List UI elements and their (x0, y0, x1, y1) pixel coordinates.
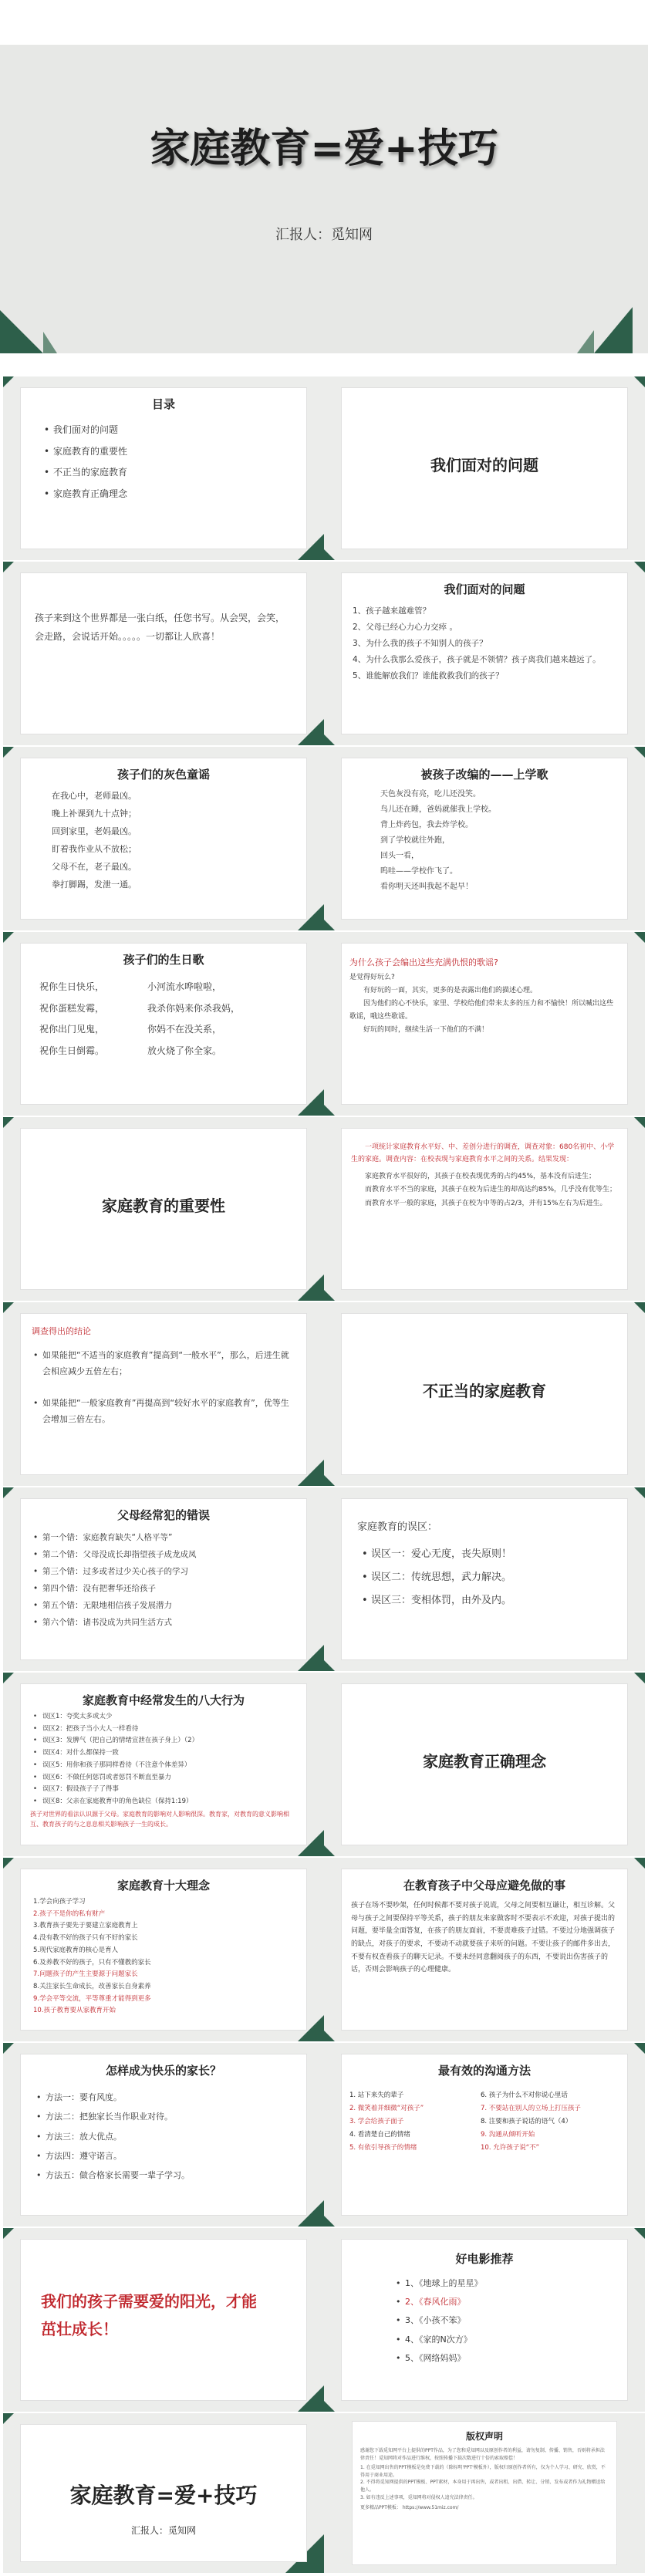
birthday-song-title: 孩子们的生日歌 (123, 953, 204, 967)
eight-behaviors-list (33, 1711, 299, 1808)
comm-item: 5. 有依引导孩子的情绪 (349, 2144, 417, 2152)
mistakes-slide (3, 1487, 324, 1671)
grey-ballad-lines (52, 787, 306, 894)
rewritten-song-lines (380, 787, 627, 895)
section4-slide (324, 1673, 645, 1856)
idea-item: 8.关注家长生命成长，改善家长自身素养 (33, 1983, 151, 1991)
idea-item: 10.孩子教育要从家教育开始 (33, 2007, 116, 2015)
sunshine-slide (3, 2228, 324, 2412)
birthday-right-column (147, 977, 240, 1062)
zone-item: • 误区二：传统思想，武力解决。 (362, 1566, 627, 1589)
method-item: • 方法二：把独家长当作职业对待。 (36, 2107, 306, 2126)
conclusion-title: 调查得出的结论 (32, 1326, 91, 1336)
problem-item: 1、孩子越来越难管？ (353, 606, 431, 616)
conclusion-list (33, 1348, 292, 1428)
movies-title: 好电影推荐 (455, 2252, 514, 2266)
comm-item: 1. 站下来失的辈子 (349, 2092, 404, 2099)
corner-shape (634, 1302, 645, 1313)
movie-item: • 4、《家的N次方》 (396, 2331, 627, 2349)
corner-shape (634, 2228, 645, 2239)
behavior-item: • 误区1：夸奖太多或太少 (33, 1711, 299, 1724)
problems-title: 我们面对的问题 (444, 582, 525, 596)
communication-card (341, 2054, 628, 2216)
rewritten-song-card (341, 758, 628, 920)
happy-parent-list (36, 2088, 306, 2185)
song-line: 你妈不在没关系， (147, 1024, 222, 1035)
song-line: 祝你蛋糕发霉， (39, 1002, 105, 1014)
section1-title: 我们面对的问题 (430, 456, 538, 474)
corner-shape (3, 932, 14, 943)
ten-ideas-card (20, 1869, 307, 2031)
survey-para: 而教育水平不当的家庭，其孩子在校为后进生的却高达约85%，几乎没有优等生； (365, 1186, 617, 1194)
section3-card (341, 1313, 628, 1475)
happy-parent-title: 怎样成为快乐的家长？ (105, 2064, 221, 2078)
cover-reporter: 汇报人：觅知网 (275, 227, 373, 243)
happy-parent-slide (3, 2043, 324, 2227)
why-song-card (341, 943, 628, 1105)
comm-item: 2. 微笑着并细微“对孩子” (349, 2105, 424, 2112)
communication-right-column (481, 2089, 581, 2155)
movie-item: • 2、《春风化雨》 (396, 2293, 627, 2311)
section2-title: 家庭教育的重要性 (102, 1197, 225, 1215)
movie-item: • 1、《地球上的星星》 (396, 2274, 627, 2293)
comm-item: 7. 不要站在别人的立场上打压孩子 (481, 2105, 581, 2112)
behavior-item: • 误区3：发脾气（把自己的情绪宣泄在孩子身上）（2） (33, 1735, 299, 1747)
ballad-line: 盯着我作业从不放松； (52, 844, 137, 855)
birthday-song-slide (3, 932, 324, 1116)
blank-paper-text: 孩子来到这个世界都是一张白纸，任您书写。从会哭，会笑，会走路，会说话开始。。。。。一切都让人欣喜！ (35, 613, 285, 642)
corner-shape (3, 2413, 14, 2424)
happy-parent-card (20, 2054, 307, 2216)
mistake-item: • 第五个错：无限地相信孩子发展潜力 (33, 1597, 306, 1614)
sunshine-card (20, 2239, 307, 2401)
ballad-line: 拳打脚踢，发泄一通。 (52, 879, 137, 890)
survey-highlight: 一项统计家庭教育水平好、中、差创分进行的调查，调查对象：680名初中、小学生的家庭。调查内容：在校表现与家庭教育水平之间的关系。结果发现： (351, 1143, 615, 1164)
mistake-item: • 第四个错：没有把奢华还给孩子 (33, 1580, 306, 1597)
section4-card (341, 1683, 628, 1845)
avoid-text: 孩子在场不要吵架，任何时候都不要对孩子说谎，父母之间要相互谦让，相互诊解。父母与孩子之间要保持平等关系，孩子的朋友来家做客时不要表示不欢迎，对孩子提出的问题，要毕量全面答复，在孩子的朋友面前，不要责难孩子过错。不要过分地强调孩子的缺点，对孩子的要求，不要动不动就要孩子来听的问题。不要让孩子的邮件多出去，不要有权查看孩子的聊天记录。不要未经同意翻阅孩子的东西，不要说出伤害孩子的话，否则会影响孩子的心理健康。 (351, 1902, 616, 1974)
corner-shape (634, 1858, 645, 1869)
cover-corner-left-shape (0, 310, 43, 353)
ten-ideas-slide (3, 1858, 324, 2041)
corner-shape (634, 932, 645, 943)
zones-card (341, 1498, 628, 1660)
copyright-slide (324, 2413, 645, 2573)
corner-shape (324, 2031, 335, 2041)
conclusion-card (20, 1313, 307, 1475)
why-song-body (349, 971, 619, 1037)
behavior-item: • 误区4：对什么都保持一致 (33, 1747, 299, 1760)
section2-slide (3, 1117, 324, 1301)
zones-slide (324, 1487, 645, 1671)
corner-shape (324, 2216, 335, 2227)
corner-shape (3, 2228, 14, 2239)
section3-slide (324, 1302, 645, 1486)
song-line: 呜哇——学校作飞了。 (380, 867, 457, 876)
corner-shape (3, 1117, 14, 1128)
toc-slide (3, 376, 324, 560)
song-line: 回头一看， (380, 852, 419, 860)
movies-list (396, 2274, 627, 2368)
method-item: • 方法四：遵守诺言。 (36, 2146, 306, 2166)
ballad-line: 晚上补课到九十点钟； (52, 809, 137, 819)
behavior-item: • 误区7：假设孩子子了得事 (33, 1784, 299, 1796)
copyright-card (352, 2421, 617, 2565)
birthday-song-card (20, 943, 307, 1105)
why-song-question: 为什么孩子会编出这些充满仇恨的歌谣? (349, 957, 498, 967)
idea-item: 6.及养教不好的孩子，只有不懂教的家长 (33, 1958, 151, 1967)
corner-shape (3, 1487, 14, 1498)
song-line: 背上炸药包，我去炸学校。 (380, 821, 473, 829)
movies-card (341, 2239, 628, 2401)
idea-item: 7.问题孩子的产生主要源于问题家长 (33, 1970, 138, 1979)
comm-item: 10. 允许孩子说“不” (481, 2144, 540, 2152)
behavior-item: • 误区6：不做任何惩罚或者惩罚不断直至暴力 (33, 1772, 299, 1784)
song-line: 鸟儿还在睡，爸妈就催我上学校。 (380, 805, 496, 814)
toc-item: • 家庭教育的重要性 (44, 441, 306, 463)
behavior-item: • 误区5：用你和孩子那同样看待（不注意个体差异） (33, 1760, 299, 1772)
corner-shape (324, 1660, 335, 1671)
survey-slide (324, 1117, 645, 1301)
method-item: • 方法三：放大优点。 (36, 2127, 306, 2146)
problems-card (341, 572, 628, 734)
comm-item: 8. 注要和孩子说话的语气（4） (481, 2118, 572, 2125)
avoid-slide (324, 1858, 645, 2041)
birthday-left-column (39, 977, 147, 1062)
section3-title: 不正当的家庭教育 (423, 1382, 546, 1400)
why-song-para: 因为他们的心不快乐，家里、学校给他们带来太多的压力和不愉快！所以喊出这些歌谣，哦这些歌谣。 (349, 1000, 614, 1021)
toc-item: • 家庭教育正确理念 (44, 484, 306, 505)
avoid-card (341, 1869, 628, 2031)
mistake-item: • 第一个错：家庭教育缺失“人格平等” (33, 1529, 306, 1546)
corner-shape (324, 1290, 335, 1301)
song-line: 祝你生日快乐， (39, 981, 105, 992)
rewritten-song-title: 被孩子改编的——上学歌 (420, 768, 548, 782)
grey-ballad-title: 孩子们的灰色童谣 (116, 768, 210, 782)
section1-slide (324, 376, 645, 560)
corner-shape (634, 2043, 645, 2054)
idea-item: 9.学会平等交流，平等尊重才能得到更多 (33, 1994, 151, 2003)
sunshine-text: 我们的孩子需要爱的阳光，才能茁壮成长！ (41, 2292, 257, 2338)
cover-title: 家庭教育=爱+技巧 (150, 126, 498, 172)
song-line: 小河流水哗啦啦， (147, 981, 222, 992)
closing-title: 家庭教育=爱+技巧 (69, 2483, 258, 2508)
conclusion-item: • 如果能把“不适当的家庭教育”提高到“一般水平”，那么，后进生就会相应减少五倍左右； (33, 1348, 292, 1380)
song-line: 祝你出门见鬼， (39, 1024, 105, 1035)
zone-item: • 误区三：变相体罚，由外及内。 (362, 1589, 627, 1612)
corner-shape (634, 1117, 645, 1128)
corner-shape (3, 1858, 14, 1869)
ballad-line: 父母不在，老子最凶。 (52, 862, 137, 873)
copyright-site-label: 更多精品PPT模板： (360, 2505, 401, 2511)
corner-shape (3, 1673, 14, 1683)
why-song-label: 是觉得好玩么? (349, 974, 395, 981)
problem-item: 5、谁能解放我们？谁能救救我们的孩子？ (353, 671, 504, 680)
survey-para: 家庭教育水平很好的，其孩子在校表现优秀的占约45%，基本没有后进生； (365, 1173, 596, 1181)
idea-item: 1.学会向孩子学习 (33, 1898, 86, 1906)
grey-ballad-slide (3, 747, 324, 930)
corner-shape (3, 2043, 14, 2054)
corner-shape (634, 562, 645, 572)
zone-item: • 误区一：爱心无度，丧失原则！ (362, 1543, 627, 1566)
ballad-line: 在我心中，老师最凶。 (52, 791, 137, 801)
closing-reporter: 汇报人：觅知网 (130, 2525, 196, 2536)
corner-shape (324, 1845, 335, 1856)
copyright-para: 3. 如有违反上述事项，觅知网将对侵权人追究法律责任。 (360, 2494, 478, 2500)
survey-card (341, 1128, 628, 1290)
comm-item: 3. 学会给孩子面子 (349, 2118, 404, 2125)
method-item: • 方法五：做合格家长需要一辈子学习。 (36, 2166, 306, 2185)
copyright-title: 版权声明 (465, 2431, 503, 2442)
copyright-site-line (360, 2504, 609, 2512)
survey-para: 而教育水平一般的家庭，其孩子在校为中等的占2/3，并有15%左右为后进生。 (365, 1199, 607, 1207)
corner-shape (3, 1302, 14, 1313)
rewritten-song-slide (324, 747, 645, 930)
toc-title: 目录 (151, 397, 175, 411)
copyright-para: 感谢您下载觅知网平台上提供的PPT作品，为了您和觅知网以及原创作者的利益，请勿复制、传播、销售，否则将承担法律责任！觅知网将对作品进行维权，按照传播下载次数进行十倍的索取赔偿！ (360, 2448, 605, 2461)
blank-paper-card (20, 572, 307, 734)
corner-shape (634, 1487, 645, 1498)
behavior-item: • 误区2：把孩子当小大人一样看待 (33, 1724, 299, 1736)
toc-list (44, 420, 306, 505)
corner-shape (634, 747, 645, 758)
eight-behaviors-slide (3, 1673, 324, 1856)
avoid-title: 在教育孩子中父母应避免做的事 (403, 1879, 565, 1892)
closing-card (20, 2424, 307, 2562)
eight-behaviors-note: 孩子对世界的看法认识源于父母。家庭教育的影响对人影响很深。教育家，对教育的意义影响相互、教育孩子的与之息息相关影响孩子一生的成长。 (30, 1810, 289, 1828)
problem-item: 4、为什么我那么爱孩子，孩子就是不领情？孩子离我们越来越远了。 (353, 655, 601, 664)
section1-card (341, 387, 628, 549)
behavior-item: • 误区8：父亲在家庭教育中的角色缺位（保持1:19） (33, 1796, 299, 1808)
mistakes-list (33, 1529, 306, 1631)
cover-corner-right-small (577, 330, 594, 353)
song-line: 天色灰没有亮，吃儿还没笑。 (380, 790, 481, 798)
cover-corner-right-shape (594, 307, 633, 353)
method-item: • 方法一：要有风度。 (36, 2088, 306, 2107)
song-line: 我杀你妈来你杀我妈， (147, 1002, 241, 1014)
communication-columns (349, 2089, 621, 2155)
corner-shape (3, 562, 14, 572)
zones-title: 家庭教育的误区： (357, 1521, 438, 1533)
birthday-song-columns (39, 977, 306, 1062)
mistakes-card (20, 1498, 307, 1660)
corner-shape (324, 2401, 335, 2412)
comm-item: 9. 沟通从倾听开始 (481, 2131, 535, 2139)
movies-slide (324, 2228, 645, 2412)
cover-corner-shape-small (43, 332, 57, 353)
why-song-slide (324, 932, 645, 1116)
corner-shape (324, 1475, 335, 1486)
idea-item: 4.没有教不好的孩子只有不好的家长 (33, 1934, 138, 1943)
song-line: 到了学校就往外跑， (380, 836, 450, 845)
song-line: 看你明天还叫我起不起早！ (380, 883, 473, 891)
song-line: 放火烧了你全家。 (147, 1045, 222, 1056)
mistakes-title: 父母经常犯的错误 (116, 1508, 210, 1522)
song-line: 祝你生日倒霉。 (39, 1045, 105, 1056)
blank-paper-slide (3, 562, 324, 745)
corner-shape (324, 734, 335, 745)
corner-shape (324, 549, 335, 560)
ten-ideas-title: 家庭教育十大理念 (116, 1879, 210, 1892)
ballad-line: 回到家里，老妈最凶。 (52, 826, 137, 837)
communication-left-column (349, 2089, 481, 2155)
ten-ideas-list (33, 1896, 306, 2017)
idea-item: 3.教育孩子要先于要建立家庭教育上 (33, 1922, 138, 1930)
corner-shape (634, 376, 645, 387)
copyright-para: 1. 在觅知网出售的PPT模板是免费下载的（除标明'PPT'模板外），版权归原创作者所有，仅为个人学习、研究、欣赏，不得用于商业用途。 (360, 2465, 606, 2478)
idea-item: 2.孩子不是你的私有财产 (33, 1909, 106, 1918)
copyright-body (360, 2447, 609, 2512)
problem-item: 3、为什么我的孩子不知别人的孩子？ (353, 639, 488, 648)
eight-behaviors-title: 家庭教育中经常发生的八大行为 (82, 1693, 245, 1707)
idea-item: 5.现代家庭教育的核心是育人 (33, 1946, 119, 1954)
why-song-para: 有好玩的一面，其实，更多的是表露出他们的描述心理。 (363, 987, 538, 995)
section4-title: 家庭教育正确理念 (423, 1752, 546, 1771)
corner-shape (3, 747, 14, 758)
copyright-para: 2. 不得将觅知网提供的PPT模板、PPT素材，本身用于再出售，或者出租、出借、转让、分销、发布或者作为礼物赠送给他人。 (360, 2480, 606, 2493)
mistake-item: • 第三个错：过多或者过少关心孩子的学习 (33, 1563, 306, 1580)
why-song-para: 好玩的同时，继续生活一下他们的不满！ (363, 1026, 489, 1035)
movie-item: • 3、《小孩不笨》 (396, 2311, 627, 2330)
mistake-item: • 第二个错：父母没成长却指望孩子成龙成凤 (33, 1546, 306, 1563)
toc-item: • 不正当的家庭教育 (44, 462, 306, 484)
copyright-site-link[interactable]: https://www.51miz.com/ (402, 2505, 459, 2511)
zones-list (362, 1543, 627, 1612)
mistake-item: • 第六个错：诸书没成为共同生活方式 (33, 1614, 306, 1631)
conclusion-slide (3, 1302, 324, 1486)
corner-shape (324, 1105, 335, 1116)
cover-slide (0, 45, 648, 353)
grey-ballad-card (20, 758, 307, 920)
toc-card (20, 387, 307, 549)
conclusion-item: • 如果能把“一般家庭教育”再提高到“较好水平的家庭教育”，优等生会增加三倍左右。 (33, 1396, 292, 1428)
problem-item: 2、父母已经心力心力交瘁 。 (353, 623, 458, 632)
communication-slide (324, 2043, 645, 2227)
corner-shape (634, 1673, 645, 1683)
communication-title: 最有效的沟通方法 (437, 2064, 531, 2078)
problems-slide (324, 562, 645, 745)
section2-card (20, 1128, 307, 1290)
eight-behaviors-card (20, 1683, 307, 1845)
comm-item: 4. 看清楚自己的情绪 (349, 2131, 410, 2139)
closing-slide (3, 2413, 324, 2573)
corner-shape (324, 920, 335, 930)
toc-item: • 我们面对的问题 (44, 420, 306, 441)
problems-list (353, 603, 616, 684)
comm-item: 6. 孩子为什么不对你说心里话 (481, 2092, 568, 2099)
movie-item: • 5、《网络妈妈》 (396, 2349, 627, 2368)
corner-shape (3, 376, 14, 387)
survey-body (351, 1170, 618, 1210)
